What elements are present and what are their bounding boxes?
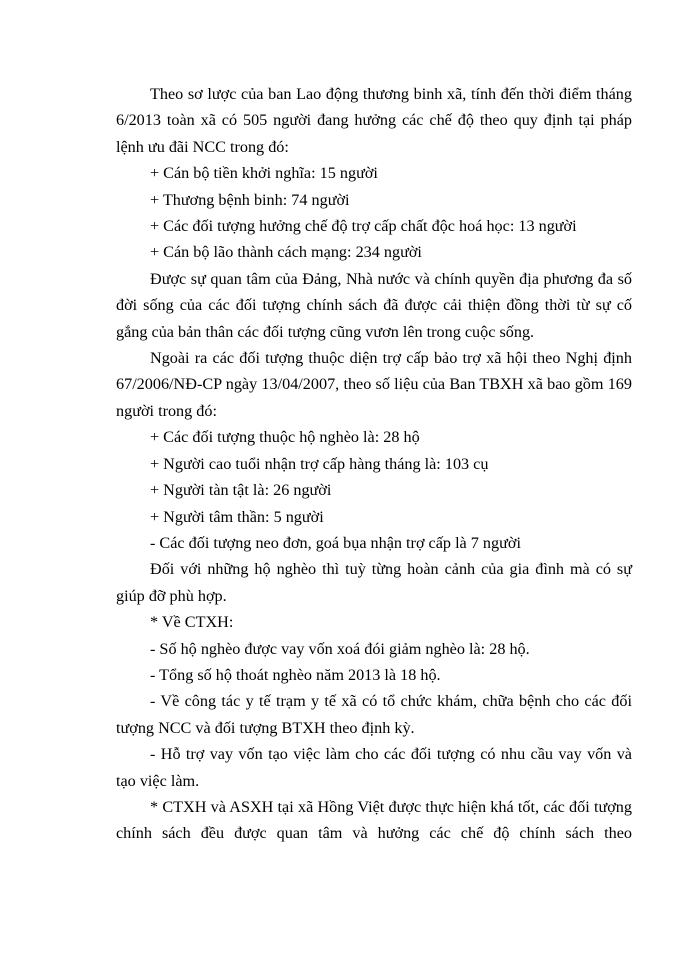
paragraph-living-conditions: Được sự quan tâm của Đảng, Nhà nước và chính quyền địa phương đa số đời sống của các đối tượng chính sách đã được cải thiện đồng thời từ sự cố gắng của bản thân các đối tượng cũng vươn lên trong cuộc sống.	[116, 269, 632, 341]
paragraph-employment-loans: - Hỗ trợ vay vốn tạo việc làm cho các đối tượng có nhu cầu vay vốn và tạo việc làm.	[116, 745, 632, 790]
list-item: + Người tàn tật là: 26 người	[150, 481, 332, 500]
paragraph-healthcare: - Về công tác y tế trạm y tế xã có tổ chức khám, chữa bệnh cho các đối tượng NCC và đối tượng BTXH theo định kỳ.	[116, 692, 632, 737]
list-item: + Các đối tượng thuộc hộ nghèo là: 28 hộ	[150, 428, 420, 447]
list-item: - Số hộ nghèo được vay vốn xoá đói giảm nghèo là: 28 hộ.	[150, 639, 530, 658]
list-item: + Cán bộ tiền khởi nghĩa: 15 người	[150, 164, 378, 183]
paragraph-ctxh-asxh: * CTXH và ASXH tại xã Hồng Việt được thực hiện khá tốt, các đối tượng chính sách đều được quan tâm và hưởng các chế độ chính sách theo	[116, 797, 632, 843]
section-heading-ctxh: * Về CTXH:	[150, 613, 234, 632]
list-item: + Cán bộ lão thành cách mạng: 234 người	[150, 243, 422, 262]
list-item: + Người tâm thần: 5 người	[150, 507, 324, 526]
paragraph-ncc-overview: Theo sơ lược của ban Lao động thương binh xã, tính đến thời điểm tháng 6/2013 toàn xã có 505 người đang hưởng các chế độ theo quy định tại pháp lệnh ưu đãi NCC trong đó:	[116, 85, 632, 156]
paragraph-social-protection: Ngoài ra các đối tượng thuộc diện trợ cấp bảo trợ xã hội theo Nghị định 67/2006/NĐ-CP ngày 13/04/2007, theo số liệu của Ban TBXH xã bao gồm 169 người trong đó:	[116, 349, 632, 420]
list-item: - Tổng số hộ thoát nghèo năm 2013 là 18 hộ.	[150, 665, 441, 684]
document-body	[116, 81, 632, 847]
list-item: + Người cao tuổi nhận trợ cấp hàng tháng là: 103 cụ	[150, 454, 489, 473]
list-item: - Các đối tượng neo đơn, goá bụa nhận trợ cấp là 7 người	[150, 533, 521, 552]
list-item: + Các đối tượng hưởng chế độ trợ cấp chất độc hoá học: 13 người	[150, 217, 577, 236]
paragraph-poor-households: Đối với những hộ nghèo thì tuỳ từng hoàn cảnh của gia đình mà có sự giúp đỡ phù hợp.	[116, 560, 632, 605]
list-item: + Thương bệnh binh: 74 người	[150, 190, 350, 209]
